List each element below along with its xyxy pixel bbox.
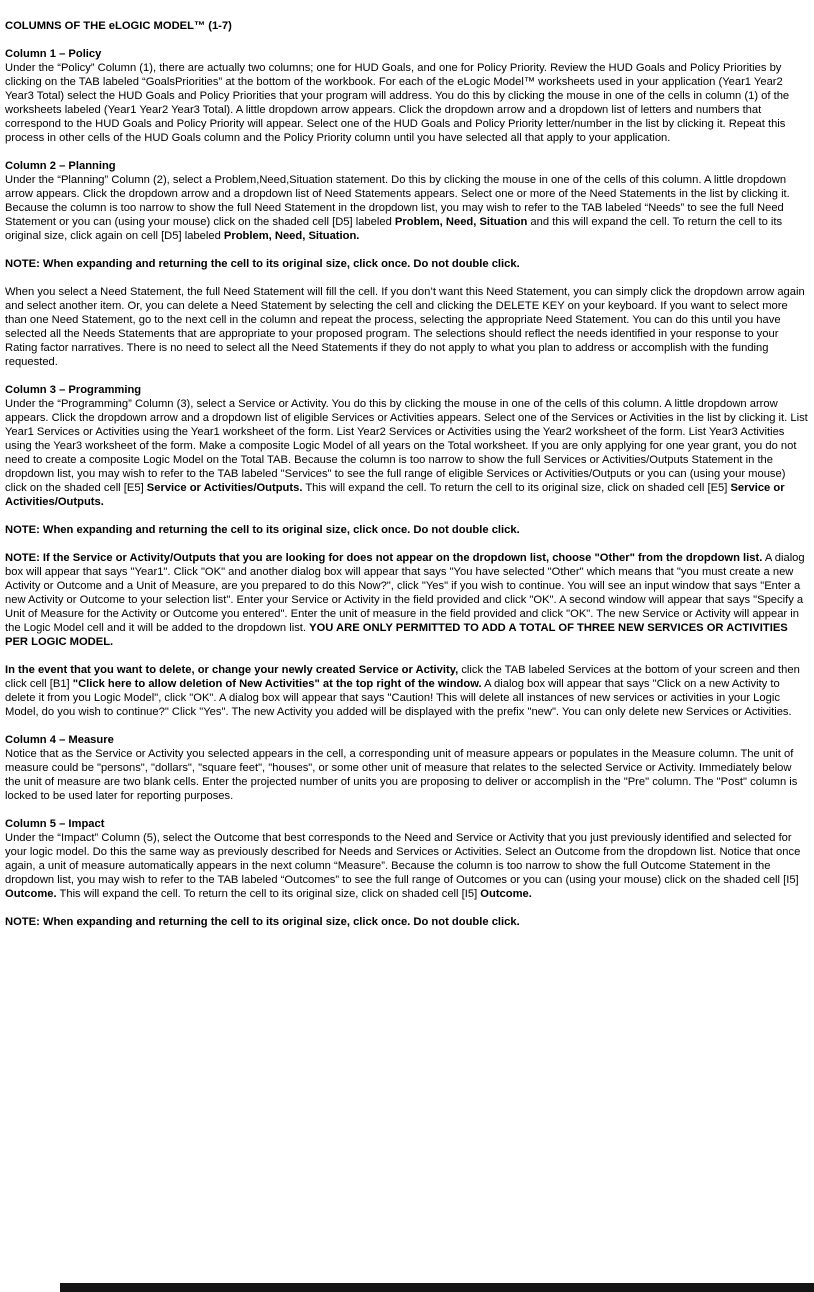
text-run: YOU ARE ONLY PERMITTED TO ADD A TOTAL OF THREE NEW SERVICES OR ACTIVITIES PER LOGIC MODEL. [5, 622, 788, 648]
text-run: NOTE: When expanding and returning the cell to its original size, click once. Do not double click. [5, 258, 520, 270]
text-run: COLUMNS OF THE eLOGIC MODEL™ (1-7) [5, 20, 232, 32]
text-run: A dialog box will appear that says "Year1". Click "OK" and another dialog box will appear that says "You have selected "Other" which means that "you must create a new Activity or Outcome and a Unit of Measure, are you prepared to do this Now?", click "Yes" if you wish to continue. You will see an input window that says "Enter a new Activity or Outcome to your selection list". Enter your Service or Activity in the field provided and click "OK". A second window will appear that says "Specify a Unit of Measure for the Activity or Outcome you entered". Enter the unit of measure in the field provided and click "OK". The new Service or Activity will appear in the Logic Model cell and it will be added to the dropdown list. [5, 552, 805, 634]
text-run: This will expand the cell. To return the cell to its original size, click on shaded cell [I5] [56, 888, 481, 900]
text-run: Column 5 – Impact [5, 818, 105, 830]
section-heading [5, 733, 810, 747]
paragraph [5, 397, 810, 509]
text-run: NOTE: When expanding and returning the cell to its original size, click once. Do not double click. [5, 916, 520, 928]
text-run: Column 4 – Measure [5, 734, 114, 746]
paragraph [5, 285, 810, 369]
text-run: Problem, Need, Situation. [223, 230, 360, 242]
section-heading [5, 47, 810, 61]
document-body [5, 19, 810, 929]
paragraph [5, 663, 810, 719]
paragraph [5, 747, 810, 803]
section-heading [5, 817, 810, 831]
text-run: "Click here to allow deletion of New Activities" at the top right of the window. [72, 678, 482, 690]
paragraph [5, 61, 810, 145]
text-run: and this will expand the cell. To return the cell to its original size, click again on cell [D5] labeled [5, 216, 783, 242]
paragraph [5, 173, 810, 243]
text-run: Service or Activities/Outputs. [146, 482, 303, 494]
text-run: Column 3 – Programming [5, 384, 142, 396]
section-heading [5, 159, 810, 173]
text-run: In the event that you want to delete, or change your newly created Service or Activity, [5, 664, 459, 676]
text-run: Problem, Need, Situation [394, 216, 528, 228]
text-run: Service or Activities/Outputs. [5, 482, 785, 508]
document-title [5, 19, 810, 33]
text-run: When you select a Need Statement, the full Need Statement will fill the cell. If you don’t want this Need Statement, you can simply click the dropdown arrow again and select another item. Or, you can delete a Need Statement by selecting the cell and clicking the DELETE KEY on your keyboard. If you want to select more than one Need Statement, go to the next cell in the column and repeat the process, selecting the appropriate Need Statement. You can do this until you have selected all the Needs Statements that are appropriate to your proposed program. The selections should reflect the needs identified in your response to your Rating factor narratives. There is no need to select all the Need Statements if they do not apply to what you plan to address or accomplish with the funding requested. [5, 286, 805, 368]
note-paragraph [5, 523, 810, 537]
text-run: Under the “Programming” Column (3), select a Service or Activity. You do this by clicking the mouse in one of the cells of this column. A little dropdown arrow appears. Click the dropdown arrow and a dropdown list of eligible Services or Activities appears. Select one of the Services or Activities in the list by clicking it. List Year1 Services or Activities using the Year1 worksheet of the form. List Year2 Services or Activities using the Year2 worksheet of the form. List Year3 Activities using the Year3 worksheet of the form. Make a composite Logic Model of all years on the Total worksheet. If you are only applying for one year grant, you do not need to create a composite Logic Model on the Total TAB. Because the column is too narrow to show the full Services or Activities/Outputs Statement in the dropdown list, you may wish to refer to the TAB labeled "Services" to see the full range of eligible Services or Activities/Outputs or you can (using your mouse) click on the shaded cell [E5] [5, 398, 808, 494]
paragraph [5, 551, 810, 649]
note-paragraph [5, 915, 810, 929]
text-run: This will expand the cell. To return the cell to its original size, click on shaded cell [E5] [302, 482, 731, 494]
text-run: Outcome. [480, 888, 532, 900]
bottom-bar [60, 1283, 814, 1292]
text-run: Column 1 – Policy [5, 48, 102, 60]
text-run: Under the “Planning” Column (2), select a Problem,Need,Situation statement. Do this by clicking the mouse in one of the cells of this column. A little dropdown arrow appears. Click the dropdown arrow and a dropdown list of Need Statements appears. Select one or more of the Need Statements in the list by clicking it. Because the column is too narrow to show the full Need Statement in the dropdown list, you may wish to refer to the TAB labeled “Needs” to see the full Need Statement or you can (using your mouse) click on the shaded cell [D5] labeled [5, 174, 790, 228]
text-run: Under the “Policy” Column (1), there are actually two columns; one for HUD Goals, and one for Policy Priority. Review the HUD Goals and Policy Priorities by clicking on the TAB labeled “GoalsPriorities” at the bottom of the workbook. For each of the eLogic Model™ worksheets used in your application (Year1 Year2 Year3 Total) select the HUD Goals and Policy Priorities that your program will address. You do this by clicking the mouse in one of the cells in column (1) of the worksheets labeled (Year1 Year2 Year3 Total). A little dropdown arrow appears. Click the dropdown arrow and a dropdown list of letters and numbers that correspond to the HUD Goals and Policy Priority will appear. Select one of the HUD Goals and Policy Priority letter/number in the list by clicking it. Repeat this process in other cells of the HUD Goals column and the Policy Priority column until you have selected all that apply to your application. [5, 62, 790, 144]
note-paragraph [5, 257, 810, 271]
text-run: Column 2 – Planning [5, 160, 116, 172]
paragraph [5, 831, 810, 901]
text-run: Outcome. [5, 888, 57, 900]
text-run: Notice that as the Service or Activity you selected appears in the cell, a corresponding unit of measure appears or populates in the Measure column. The unit of measure could be "persons", "dollars", "square feet", "houses", or some other unit of measure that relates to the selected Service or Activity. Immediately below the unit of measure are two blank cells. Enter the projected number of units you are proposing to deliver or accomplish in the "Pre" column. The "Post" column is locked to be used later for reporting purposes. [5, 748, 798, 802]
text-run: click the TAB labeled Services at the bottom of your screen and then click cell [B1] [5, 664, 800, 690]
text-run: NOTE: If the Service or Activity/Outputs that you are looking for does not appear on the dropdown list, choose "Other" from the dropdown list. [5, 552, 763, 564]
text-run: A dialog box will appear that says "Click on a new Activity to delete it from you Logic Model", click "OK". A dialog box will appear that says "Caution! This will delete all instances of new services or activities in your Logic Model, do you wish to continue?" Click "Yes". The new Activity you added will be displayed with the prefix "new". You can only delete new Services or Activities. [5, 678, 792, 718]
text-run: NOTE: When expanding and returning the cell to its original size, click once. Do not double click. [5, 524, 520, 536]
section-heading [5, 383, 810, 397]
text-run: Under the “Impact” Column (5), select the Outcome that best corresponds to the Need and Service or Activity that you just previously identified and selected for your logic model. Do this the same way as previously described for Needs and Services or Activities. Select an Outcome from the dropdown list. Notice that once again, a unit of measure automatically appears in the next column “Measure”. Because the column is too narrow to show the full Outcome Statement in the dropdown list, you may wish to refer to the TAB labeled “Outcomes” to see the full range of Outcomes or you can (using your mouse) click on the shaded cell [I5] [5, 832, 801, 886]
